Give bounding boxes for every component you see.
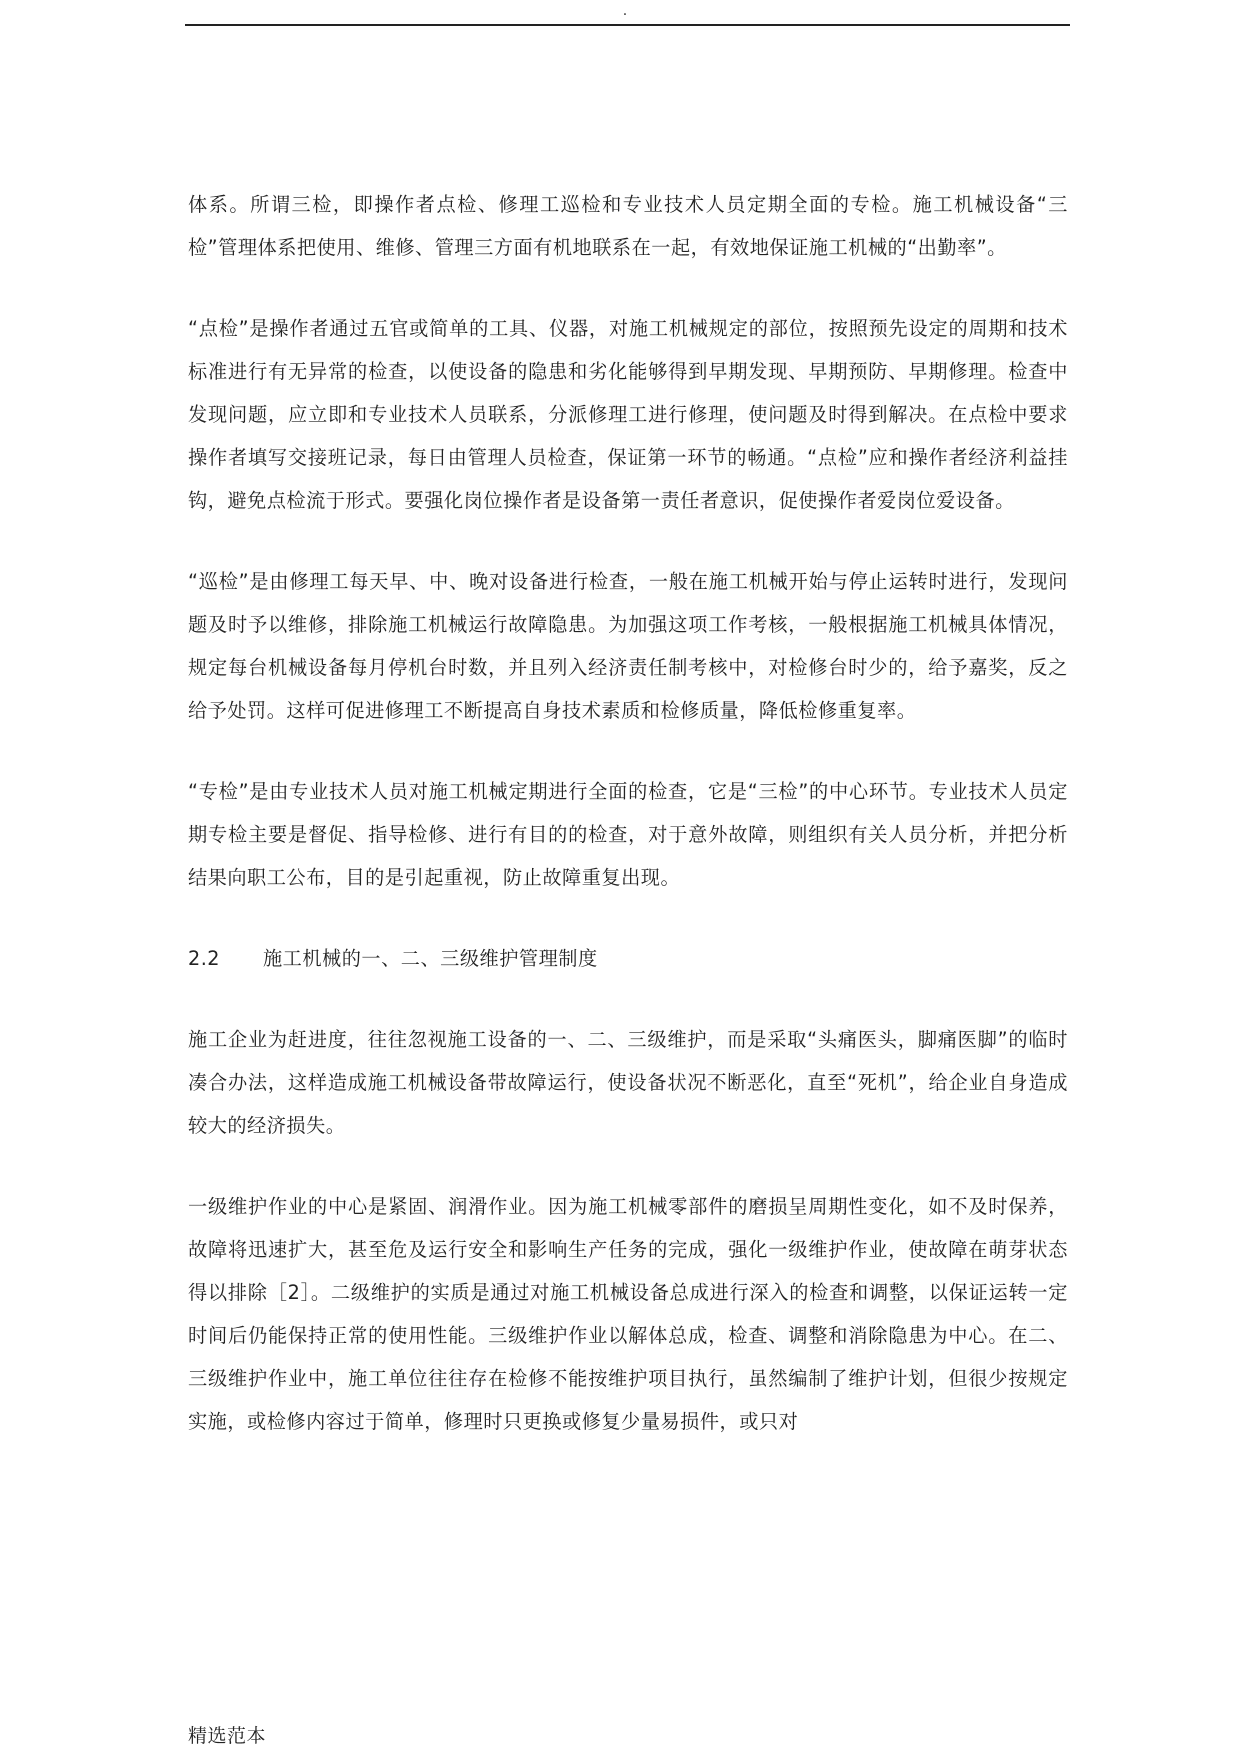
header-rule xyxy=(185,24,1070,26)
paragraph-spacer xyxy=(188,899,1068,937)
paragraph-maintenance-neglect: 施工企业为赶进度，往往忽视施工设备的一、二、三级维护，而是采取“头痛医头，脚痛医脚”的临时凑合办法，这样造成施工机械设备带故障运行，使设备状况不断恶化，直至“死机”，给企业自身造成较大的经济损失。 xyxy=(188,1028,1068,1137)
header-mark: . xyxy=(622,3,628,19)
paragraph-spacer xyxy=(188,269,1068,307)
paragraph-patrol-check: “巡检”是由修理工每天早、中、晚对设备进行检查，一般在施工机械开始与停止运转时进行，发现问题及时予以维修，排除施工机械运行故障隐患。为加强这项工作考核，一般根据施工机械具体情况，规定每台机械设备每月停机台时数，并且列入经济责任制考核中，对检修台时少的，给予嘉奖，反之给予处罚。这样可促进修理工不断提高自身技术素质和检修质量，降低检修重复率。 xyxy=(188,570,1068,722)
section-heading xyxy=(188,937,1068,980)
paragraph-maintenance-levels: 一级维护作业的中心是紧固、润滑作业。因为施工机械零部件的磨损呈周期性变化，如不及时保养，故障将迅速扩大，甚至危及运行安全和影响生产任务的完成，强化一级维护作业，使故障在萌芽状态得以排除［2］。二级维护的实质是通过对施工机械设备总成进行深入的检查和调整，以保证运转一定时间后仍能保持正常的使用性能。三级维护作业以解体总成，检查、调整和消除隐患为中心。在二、三级维护作业中，施工单位往往存在检修不能按维护项目执行，虽然编制了维护计划，但很少按规定实施，或检修内容过于简单，修理时只更换或修复少量易损件，或只对 xyxy=(188,1195,1068,1433)
section-number: 2.2 xyxy=(188,947,221,970)
paragraph-spacer xyxy=(188,522,1068,560)
document-body xyxy=(188,183,1068,1443)
page-footer: 精选范本 xyxy=(188,1725,267,1747)
paragraph-three-checks-system: 体系。所谓三检，即操作者点检、修理工巡检和专业技术人员定期全面的专检。施工机械设备“三检”管理体系把使用、维修、管理三方面有机地联系在一起，有效地保证施工机械的“出勤率”。 xyxy=(188,193,1068,259)
paragraph-spacer xyxy=(188,1147,1068,1185)
paragraph-spacer xyxy=(188,732,1068,770)
paragraph-specialist-check: “专检”是由专业技术人员对施工机械定期进行全面的检查，它是“三检”的中心环节。专业技术人员定期专检主要是督促、指导检修、进行有目的的检查，对于意外故障，则组织有关人员分析，并把分析结果向职工公布，目的是引起重视，防止故障重复出现。 xyxy=(188,780,1068,889)
section-title: 施工机械的一、二、三级维护管理制度 xyxy=(263,947,598,970)
paragraph-spacer xyxy=(188,980,1068,1018)
paragraph-operator-check: “点检”是操作者通过五官或简单的工具、仪器，对施工机械规定的部位，按照预先设定的周期和技术标准进行有无异常的检查，以使设备的隐患和劣化能够得到早期发现、早期预防、早期修理。检查中发现问题，应立即和专业技术人员联系，分派修理工进行修理，使问题及时得到解决。在点检中要求操作者填写交接班记录，每日由管理人员检查，保证第一环节的畅通。“点检”应和操作者经济利益挂钩，避免点检流于形式。要强化岗位操作者是设备第一责任者意识，促使操作者爱岗位爱设备。 xyxy=(188,317,1068,512)
